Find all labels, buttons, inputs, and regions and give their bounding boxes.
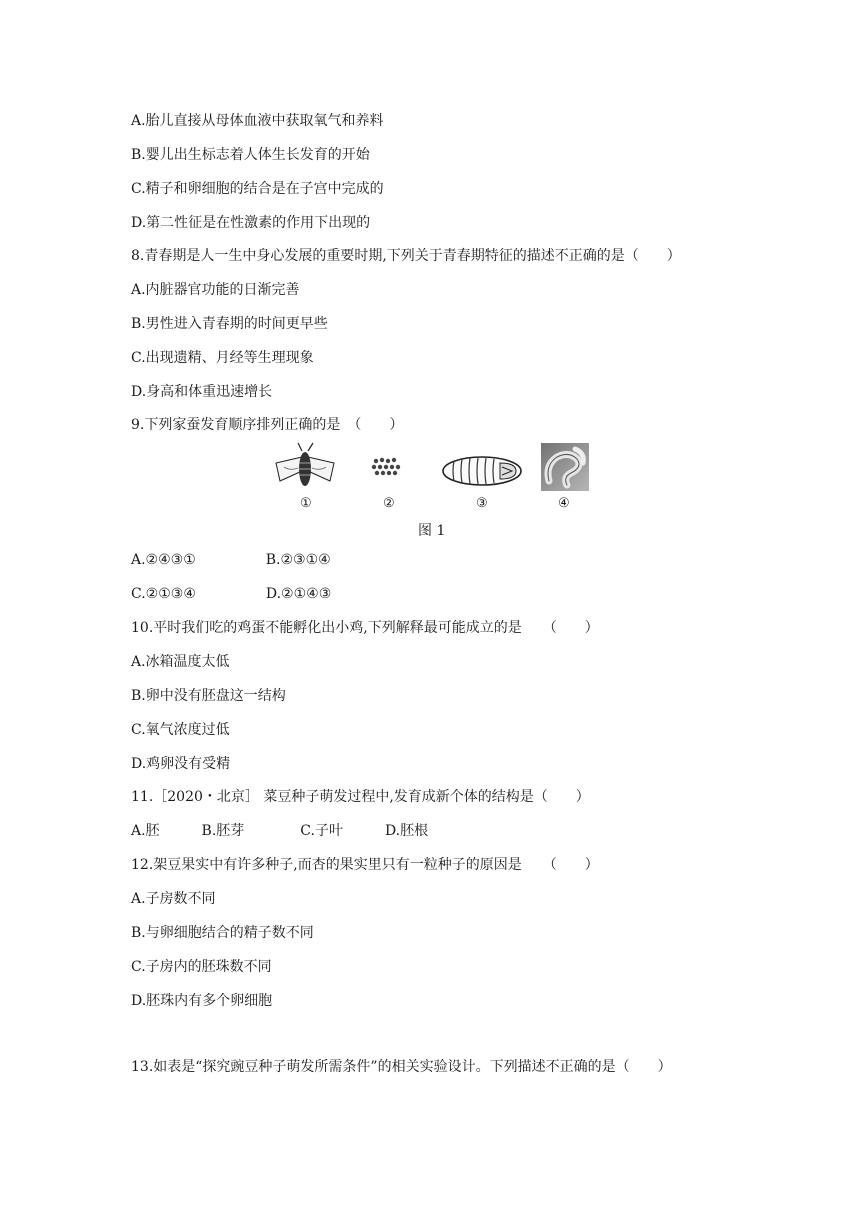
moth-illustration [272, 441, 340, 493]
figure-label-2: ② [383, 496, 395, 511]
q8-option-a: A.内脏器官功能的日渐完善 [131, 282, 300, 298]
figure-label-4: ④ [558, 496, 570, 511]
q7-option-d: D.第二性征是在性激素的作用下出现的 [131, 215, 371, 231]
q12-option-d: D.胚珠内有多个卵细胞 [131, 993, 273, 1009]
q7-option-a: A.胎儿直接从母体血液中获取氧气和养料 [131, 113, 384, 129]
figure-label-3: ③ [476, 496, 488, 511]
q12-stem: 12.架豆果实中有许多种子,而杏的果实里只有一粒种子的原因是 （ ） [131, 857, 599, 873]
q12-option-b: B.与卵细胞结合的精子数不同 [131, 925, 314, 941]
q8-option-b: B.男性进入青春期的时间更早些 [131, 316, 328, 332]
q11-stem: 11.［2020・北京］ 菜豆种子萌发过程中,发育成新个体的结构是（ ） [131, 789, 590, 805]
larva-photo [541, 443, 589, 491]
q10-option-a: A.冰箱温度太低 [131, 654, 230, 670]
q12-option-c: C.子房内的胚珠数不同 [131, 959, 272, 975]
eggs-illustration [370, 455, 404, 481]
q10-option-d: D.鸡卵没有受精 [131, 756, 231, 772]
q8-stem: 8.青春期是人一生中身心发展的重要时期,下列关于青春期特征的描述不正确的是（ ） [131, 248, 681, 264]
q7-option-b: B.婴儿出生标志着人体生长发育的开始 [131, 147, 370, 163]
pupa-illustration [440, 453, 524, 489]
q8-option-c: C.出现遗精、月经等生理现象 [131, 350, 314, 366]
q9-options-cd: C.②①③④ D.②①④③ [131, 586, 332, 602]
q13-stem: 13.如表是“探究豌豆种子萌发所需条件”的相关实验设计。下列描述不正确的是（ ） [131, 1059, 672, 1075]
q10-stem: 10.平时我们吃的鸡蛋不能孵化出小鸡,下列解释最可能成立的是 （ ） [131, 620, 599, 636]
q12-option-a: A.子房数不同 [131, 891, 216, 907]
q11-options: A.胚 B.胚芽 C.子叶 D.胚根 [131, 823, 429, 839]
q8-option-d: D.身高和体重迅速增长 [131, 384, 273, 400]
silkworm-figure [270, 441, 600, 511]
q10-option-b: B.卵中没有胚盘这一结构 [131, 688, 286, 704]
q9-options-ab: A.②④③① B.②③①④ [131, 552, 331, 568]
q9-stem: 9.下列家蚕发育顺序排列正确的是 （ ） [131, 417, 404, 433]
figure-caption: 图 1 [418, 523, 446, 539]
q10-option-c: C.氧气浓度过低 [131, 722, 230, 738]
figure-label-1: ① [300, 496, 312, 511]
q7-option-c: C.精子和卵细胞的结合是在子宫中完成的 [131, 181, 384, 197]
